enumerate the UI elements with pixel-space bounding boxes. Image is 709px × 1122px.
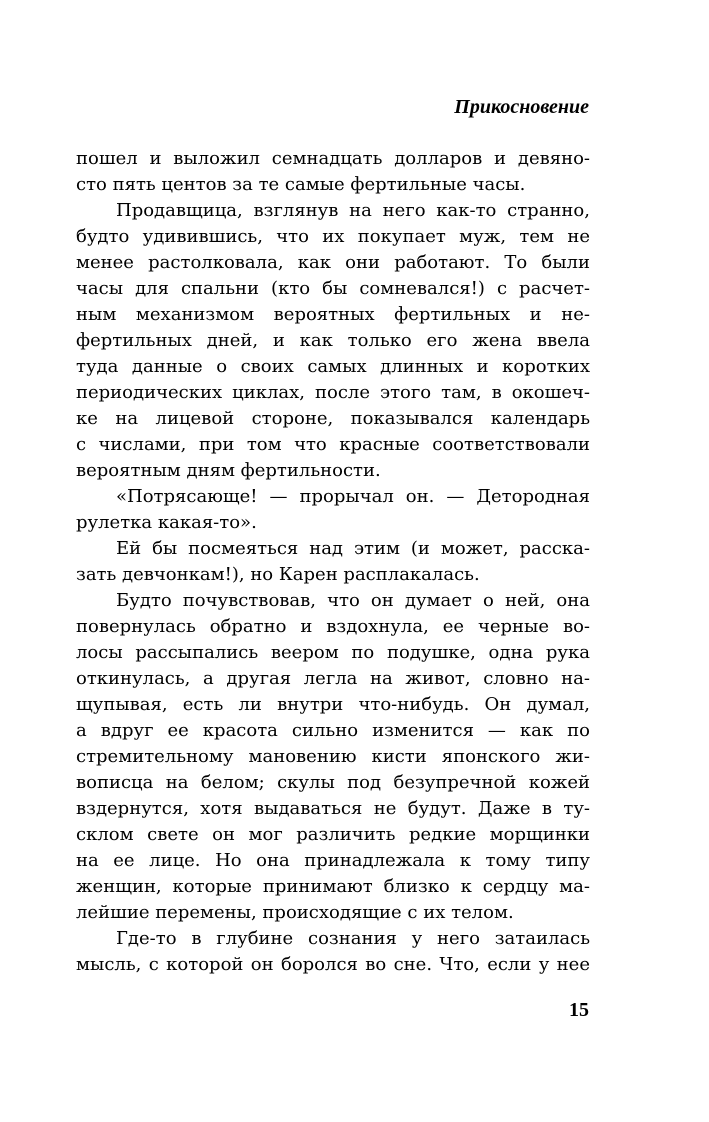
text-line: туда данные о своих самых длинных и коротких xyxy=(76,356,590,377)
text-line: а вдруг ее красота сильно изменится — как по xyxy=(76,720,590,741)
text-line: ке на лицевой стороне, показывался календарь xyxy=(76,408,590,429)
text-line: на ее лице. Но она принадлежала к тому типу xyxy=(76,850,590,871)
text-line: откинулась, а другая легла на живот, словно на- xyxy=(76,668,590,689)
text-line: будто удивившись, что их покупает муж, тем не xyxy=(76,226,590,247)
text-line: повернулась обратно и вздохнула, ее черные во- xyxy=(76,616,590,637)
text-line: щупывая, есть ли внутри что-нибудь. Он думал, xyxy=(76,694,590,715)
body-text xyxy=(76,146,590,978)
text-line: Ей бы посмеяться над этим (и может, расска- xyxy=(116,538,590,559)
text-line: Будто почувствовав, что он думает о ней, она xyxy=(116,590,590,611)
text-line: пошел и выложил семнадцать долларов и девяно- xyxy=(76,148,590,169)
text-line: сто пять центов за те самые фертильные часы. xyxy=(76,174,526,195)
text-line: вероятным дням фертильности. xyxy=(76,460,381,481)
text-line: стремительному мановению кисти японского жи- xyxy=(76,746,590,767)
text-line: фертильных дней, и как только его жена ввела xyxy=(76,330,590,351)
text-line: женщин, которые принимают близко к сердцу ма- xyxy=(76,876,590,897)
page-number: 15 xyxy=(569,999,589,1021)
text-line: склом свете он мог различить редкие морщинки xyxy=(76,824,590,845)
text-line: мысль, с которой он боролся во сне. Что, если у нее xyxy=(76,954,590,975)
text-line: ным механизмом вероятных фертильных и не- xyxy=(76,304,590,325)
text-line: Продавщица, взглянув на него как-то странно, xyxy=(116,200,590,221)
running-head: Прикосновение xyxy=(454,96,589,118)
text-line: лосы рассыпались веером по подушке, одна рука xyxy=(76,642,590,663)
text-line: часы для спальни (кто бы сомневался!) с расчет- xyxy=(76,278,590,299)
text-line: лейшие перемены, происходящие с их телом. xyxy=(76,902,514,923)
text-line: рулетка какая-то». xyxy=(76,512,257,533)
text-line: зать девчонкам!), но Карен расплакалась. xyxy=(76,564,480,585)
text-line: менее растолковала, как они работают. То были xyxy=(76,252,590,273)
text-line: с числами, при том что красные соответствовали xyxy=(76,434,590,455)
text-line: вописца на белом; скулы под безупречной кожей xyxy=(76,772,590,793)
text-line: вздернутся, хотя выдаваться не будут. Даже в ту- xyxy=(76,798,590,819)
text-line: «Потрясающе! — прорычал он. — Детородная xyxy=(116,486,590,507)
text-line: периодических циклах, после этого там, в окошеч- xyxy=(76,382,590,403)
text-line: Где-то в глубине сознания у него затаилась xyxy=(116,928,590,949)
